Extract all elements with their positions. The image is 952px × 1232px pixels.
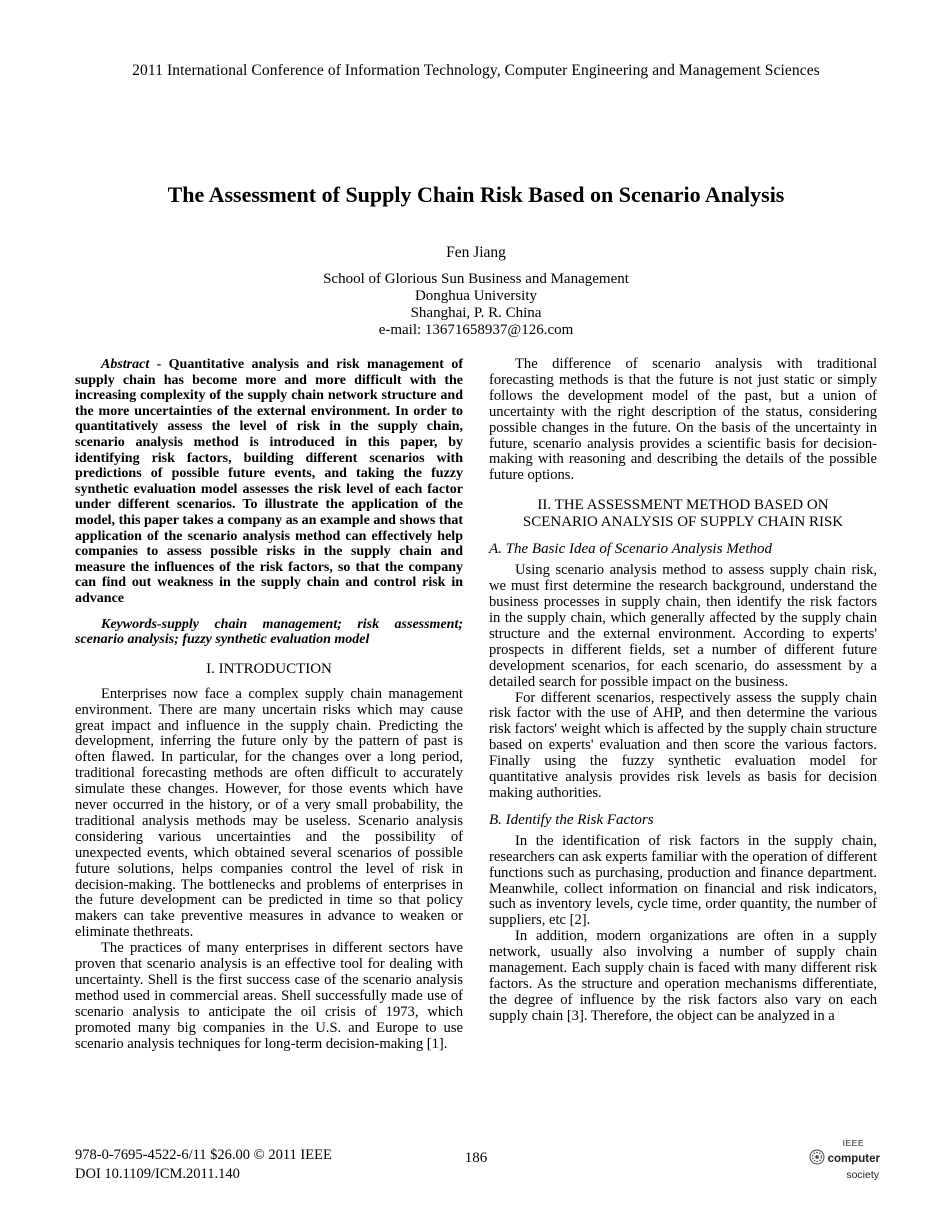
ieee-computer-society-logo [809, 1138, 880, 1181]
author-name: Fen Jiang [446, 244, 506, 261]
computer-logo-text: computer [827, 1153, 880, 1165]
footer-copyright: 978-0-7695-4522-6/11 $26.00 © 2011 IEEE [75, 1147, 332, 1163]
ieee-logo-text: IEEE [842, 1138, 864, 1148]
affiliation-school: School of Glorious Sun Business and Management [323, 271, 629, 287]
abstract-paragraph [75, 357, 463, 607]
subsection-heading-b: B. Identify the Risk Factors [489, 811, 654, 828]
paragraph-intro-3: The difference of scenario analysis with traditional forecasting methods is that the future is not just static or simply follows the development model of the past, but a union of uncertainty with the right description of the status, considering possible changes in the future. On the basis of the uncertainty in future, scenario analysis provides a scientific basis for decision-making with reasoning and describing the details of the possible future options. [489, 356, 877, 484]
right-column [489, 357, 877, 1053]
paragraph-intro-2: The practices of many enterprises in different sectors have proven that scenario analysis is an effective tool for dealing with uncertainty. Shell is the first success case of the scenario analysis method used in commercial areas. Shell successfully made use of scenario analysis to anticipate the oil crisis of 1973, which promoted many big companies in the U.S. and Europe to use scenario analysis techniques for long-term decision-making [1]. [75, 940, 463, 1052]
page-number: 186 [464, 1150, 488, 1166]
paragraph-intro-1: Enterprises now face a complex supply chain management environment. There are many uncertain risks which may cause great impact and influence in the supply chain. Predicting the development, inferring the future only by the pattern of past is often flawed. In particular, for the changes over a long period, traditional forecasting methods are often difficult to accurately simulate these changes. However, for those events which have never occurred in the history, or of a very small probability, the traditional analysis methods may be useless. Scenario analysis considering various uncertainties and the possibility of unexpected events, which obtained several scenarios of possible future solutions, helps companies control the level of risk in decision-making. The bottlenecks and problems of enterprises in the future development can be predicted in time so that policy makers can take preventive measures in advance to weaken or eliminate thethreats. [75, 685, 463, 941]
abstract-text: - Quantitative analysis and risk management of supply chain has become more and more difficult with the increasing complexity of the supply chain network structure and the more uncertainties of the external environment. In order to quantitatively assess the level of risk in the supply chain, scenario analysis method is introduced in this paper, by identifying risk factors, building different scenarios with predictions of possible future events, and taking the fuzzy synthetic evaluation model assesses the risk level of each factor under different scenarios. To illustrate the application of the model, this paper takes a company as an example and shows that application of the scenario analysis method can effectively help companies to assess possible risks in the supply chain and measure the influences of the risk factors, so that the company can find out weakness in the supply chain and control risk in advance [75, 357, 464, 606]
abstract-label: Abstract [101, 357, 150, 372]
author-email: e-mail: 13671658937@126.com [378, 322, 574, 338]
society-logo-text: society [846, 1169, 879, 1181]
footer-doi: DOI 10.1109/ICM.2011.140 [75, 1166, 240, 1182]
keywords-paragraph: Keywords-supply chain management; risk assessment; scenario analysis; fuzzy synthetic evaluation model [75, 616, 463, 648]
section-heading-introduction: I. INTRODUCTION [206, 660, 332, 677]
affiliation-university: Donghua University [414, 288, 538, 304]
paper-title: The Assessment of Supply Chain Risk Based on Scenario Analysis [167, 182, 785, 207]
ieee-emblem-icon [809, 1149, 825, 1170]
two-column-body [75, 357, 877, 1053]
paragraph-sub-a-2: For different scenarios, respectively assess the supply chain risk factor with the use of AHP, and then determine the various risk factors' weight which is affected by the supply chain structure based on experts' evaluation and then score the various factors. Finally using the fuzzy synthetic evaluation model for quantitative analysis provides risk levels as basis for decision making authorities. [489, 689, 877, 801]
subsection-heading-a: A. The Basic Idea of Scenario Analysis Method [489, 541, 773, 558]
author-block [0, 244, 952, 339]
section-heading-assessment-method: II. THE ASSESSMENT METHOD BASED ON SCENARIO ANALYSIS OF SUPPLY CHAIN RISK [522, 497, 844, 531]
left-column [75, 357, 463, 1053]
paragraph-sub-b-2: In addition, modern organizations are often in a supply network, usually also involving a number of supply chain management. Each supply chain is faced with many different risk factors. As the structure and operation mechanisms differentiate, the degree of influence by the risk factors also vary on each supply chain [3]. Therefore, the object can be analyzed in a [489, 928, 877, 1024]
paragraph-sub-b-1: In the identification of risk factors in the supply chain, researchers can ask experts familiar with the operation of different functions such as purchasing, production and finance department. Meanwhile, collect information on financial and risk indicators, such as inventory levels, cycle time, order quantity, the number of suppliers, etc [2]. [489, 832, 877, 929]
conference-header: 2011 International Conference of Information Technology, Computer Engineering and Management Sciences [132, 62, 820, 79]
paragraph-sub-a-1: Using scenario analysis method to assess supply chain risk, we must first determine the research background, understand the business processes in supply chain, then identify the risk factors in the supply chain, which generally affected by the supply chain structure and the external environment. According to experts' prospects in different fields, set a number of different future development scenarios, for each scenario, do assessment by a detailed search for possible impact on the business. [489, 562, 877, 690]
affiliation-location: Shanghai, P. R. China [410, 305, 542, 321]
